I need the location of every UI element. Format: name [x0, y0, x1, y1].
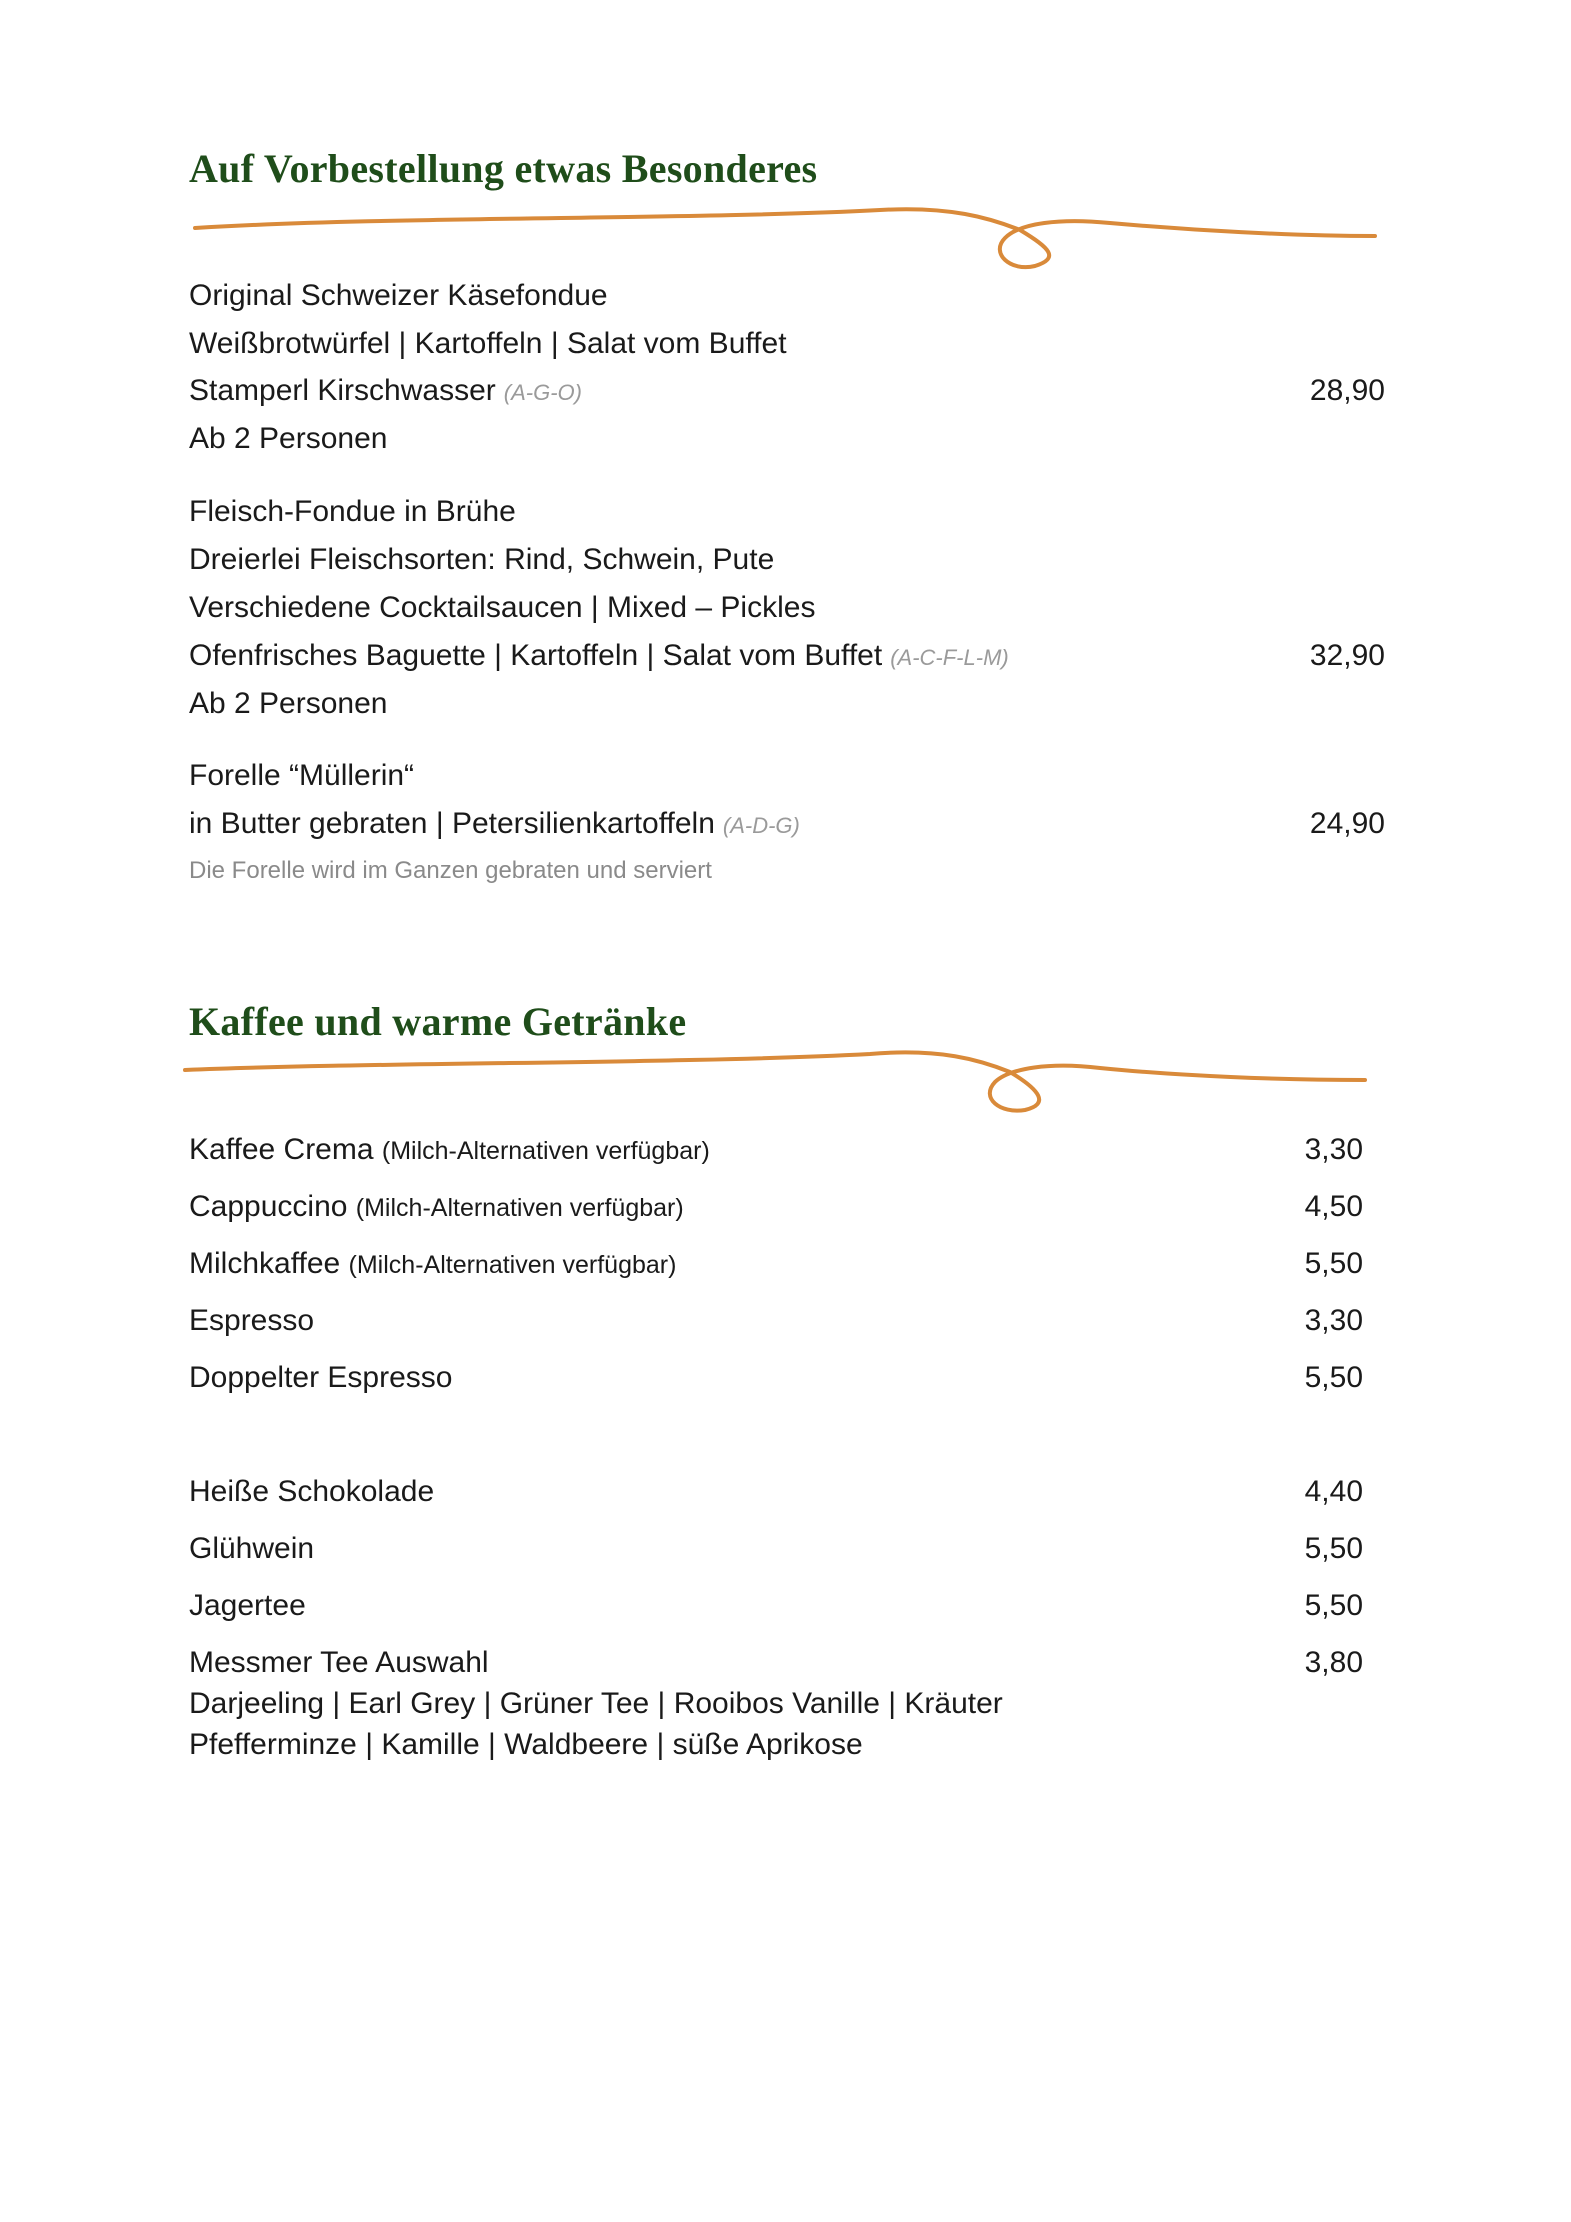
item-line: Ofenfrisches Baguette | Kartoffeln | Salat vom Buffet (A-C-F-L-M): [189, 639, 1009, 672]
item-line: Stamperl Kirschwasser (A-G-O): [189, 374, 582, 407]
section-title-kaffee: Kaffee und warme Getränke: [189, 999, 687, 1044]
item-line: Ab 2 Personen: [189, 687, 388, 720]
drink-milchkaffee: Milchkaffee (Milch-Alternativen verfügbar): [189, 1247, 677, 1280]
drink-doppelter-espresso: Doppelter Espresso: [189, 1361, 453, 1394]
allergen-codes: (A-D-G): [722, 813, 800, 838]
drink-price: 3,30: [1304, 1133, 1363, 1166]
drink-jagertee: Jagertee: [189, 1589, 306, 1622]
tea-varieties-line: Pfefferminze | Kamille | Waldbeere | süße Aprikose: [189, 1728, 863, 1761]
item-price: 24,90: [1309, 807, 1385, 840]
drink-espresso: Espresso: [189, 1304, 315, 1337]
drink-gluehwein: Glühwein: [189, 1532, 315, 1565]
item-name: Forelle “Müllerin“: [189, 759, 415, 792]
item-price: 32,90: [1309, 639, 1385, 672]
item-name: Fleisch-Fondue in Brühe: [189, 495, 516, 528]
drink-price: 5,50: [1304, 1361, 1363, 1394]
section-title-vorbestellung: Auf Vorbestellung etwas Besonderes: [189, 146, 818, 191]
drink-price: 3,80: [1304, 1646, 1363, 1679]
decorative-swirl-divider: [180, 1040, 1370, 1120]
decorative-swirl-divider: [190, 198, 1380, 278]
drink-heisse-schokolade: Heiße Schokolade: [189, 1475, 435, 1508]
allergen-codes: (A-C-F-L-M): [890, 645, 1009, 670]
drink-price: 5,50: [1304, 1247, 1363, 1280]
item-line: Ab 2 Personen: [189, 422, 388, 455]
drink-price: 4,40: [1304, 1475, 1363, 1508]
item-line: Dreierlei Fleischsorten: Rind, Schwein, Pute: [189, 543, 775, 576]
drink-kaffee-crema: Kaffee Crema (Milch-Alternativen verfügbar): [189, 1133, 710, 1166]
drink-messmer-tee: Messmer Tee Auswahl: [189, 1646, 489, 1679]
tea-varieties-line: Darjeeling | Earl Grey | Grüner Tee | Rooibos Vanille | Kräuter: [189, 1687, 1003, 1720]
drink-cappuccino: Cappuccino (Milch-Alternativen verfügbar): [189, 1190, 684, 1223]
item-price: 28,90: [1309, 374, 1385, 407]
item-line: Weißbrotwürfel | Kartoffeln | Salat vom Buffet: [189, 327, 787, 360]
item-line: in Butter gebraten | Petersilienkartoffeln (A-D-G): [189, 807, 800, 840]
allergen-codes: (A-G-O): [503, 380, 582, 405]
item-name: Original Schweizer Käsefondue: [189, 279, 608, 312]
item-line: Verschiedene Cocktailsaucen | Mixed – Pickles: [189, 591, 816, 624]
drink-price: 3,30: [1304, 1304, 1363, 1337]
drink-price: 5,50: [1304, 1589, 1363, 1622]
drink-price: 4,50: [1304, 1190, 1363, 1223]
item-note: Die Forelle wird im Ganzen gebraten und serviert: [189, 857, 712, 884]
drink-price: 5,50: [1304, 1532, 1363, 1565]
